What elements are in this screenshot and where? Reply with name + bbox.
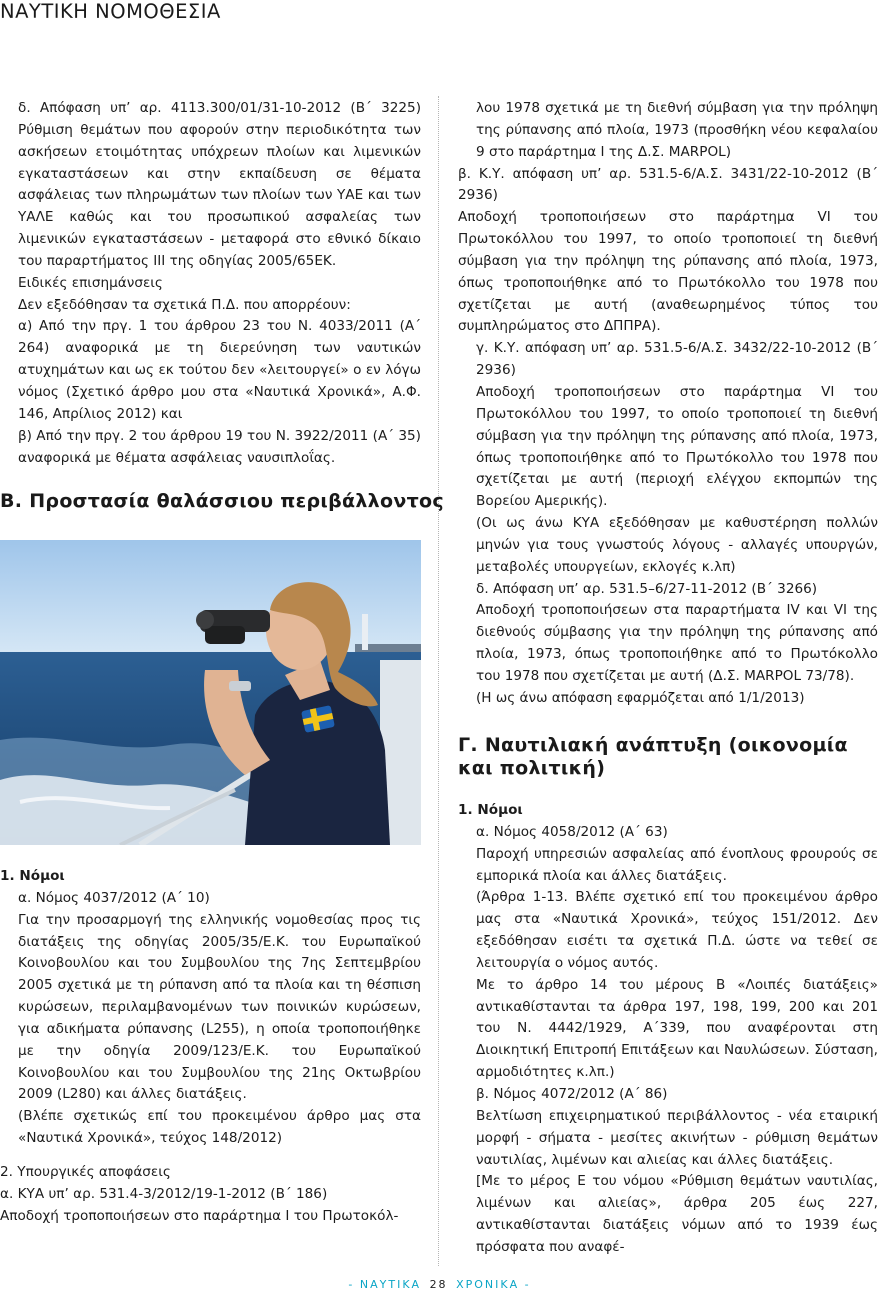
paragraph: Αποδοχή τροποποιήσεων στο παράρτημα Ι του Πρωτοκόλ- [0,1207,399,1224]
column-divider [438,96,439,1266]
page-number: 28 [429,1278,448,1291]
paragraph: (Βλέπε σχετικώς επί του προκειμένου άρθρο μας στα «Ναυτικά Χρονικά», τεύχος 148/2012) [18,1108,421,1147]
decision-title: α. ΚΥΑ υπ’ αρ. 531.4-3/2012/19-1-2012 (Β΄ 186) [0,1185,328,1202]
laws-heading: 1. Νόμοι [458,802,523,818]
paragraph: γ. Κ.Υ. απόφαση υπ’ αρ. 531.5-6/Α.Σ. 3432/22-10-2012 (Β΄ 2936) [476,340,878,379]
running-header: ΝΑΥΤΙΚΗ ΝΟΜΟΘΕΣΙΑ [0,0,221,23]
paragraph: λου 1978 σχετικά με τη διεθνή σύμβαση για την πρόληψη της ρύπανσης από πλοία, 1973 (προσθήκη νέου κεφαλαίου 9 στο παράρτημα Ι της Δ.Σ. MARPOL) [476,100,878,160]
right-column-top [458,98,878,710]
page-footer [0,1278,879,1291]
paragraph: (Οι ως άνω ΚΥΑ εξεδόθησαν με καθυστέρηση πολλών μηνών για τους γνωστούς λόγους - αλλαγές υπουργών, μεταβολές υπουργείων, εκλογές κ.λπ) [476,515,878,575]
section-b-heading: Β. Προστασία θαλάσσιου περιβάλλοντος [0,490,444,512]
paragraph: δ. Απόφαση υπ’ αρ. 4113.300/01/31-10-2012 (Β΄ 3225) Ρύθμιση θεμάτων που αφορούν στην περιοδικότητα των ασκήσεων ετοιμότητας υπόχρεων πλοίων και λιμενικών εγκαταστάσεων και στην εκπαίδευση σε θέματα ασφάλειας των πληρωμάτων των πλοίων των ΥΑΕ και των ΥΑΛΕ καθώς και του προσωπικού ασφαλείας των λιμενικών εγκαταστάσεων - μεταφορά στο εθνικό δίκαιο του παραρτήματος III της οδηγίας 2005/65ΕΚ. [18,100,421,269]
left-column-top [0,98,421,469]
paragraph: Αποδοχή τροποποιήσεων στα παραρτήματα IV και VI της διεθνούς σύμβασης για την πρόληψη της ρύπανσης από πλοία, 1973, όπως τροποποιήθηκε από το Πρωτόκολλο του 1978 που σχετίζεται με αυτή (Δ.Σ. MARPOL 73/78). [476,602,878,684]
footer-right: ΧΡΟΝΙΚΑ - [456,1278,531,1291]
paragraph: Δεν εξεδόθησαν τα σχετικά Π.Δ. που απορρέουν: [18,296,351,313]
paragraph: Με το άρθρο 14 του μέρους Β «Λοιπές διατάξεις» αντικαθίστανται τα άρθρα 197, 198, 199, 200 και 201 του Ν. 4442/1929, Α΄339, που αναφέρονται στη Διοικητική Επιτροπή Επιτάξεων και Ναυλώσεων. Σύσταση, αρμοδιότητες κ.λπ.) [476,976,878,1081]
woman-with-binoculars-on-ship-photo [0,540,421,845]
paragraph: Αποδοχή τροποποιήσεων στο παράρτημα VI του Πρωτοκόλλου του 1997, το οποίο τροποποιεί τη διεθνή σύμβαση για την πρόληψη της ρύπανσης από πλοία, 1973, όπως τροποποιήθηκε από το Πρωτόκολλο του 1978 που σχετίζεται με αυτή (αναθεωρημένος τύπος του συμπληρώματος στο ΔΠΠΡΑ). [458,209,878,335]
laws-heading: 1. Νόμοι [0,868,65,884]
paragraph: δ. Απόφαση υπ’ αρ. 531.5–6/27-11-2012 (Β΄ 3266) [476,580,818,597]
paragraph: (Η ως άνω απόφαση εφαρμόζεται από 1/1/2013) [476,689,805,706]
paragraph: Παροχή υπηρεσιών ασφαλείας από ένοπλους φρουρούς σε εμπορικά πλοία και άλλες διατάξεις. [476,845,878,884]
paragraph: Αποδοχή τροποποιήσεων στο παράρτημα VI του Πρωτοκόλλου του 1997, το οποίο τροποποιεί τη διεθνή σύμβαση για την πρόληψη της ρύπανσης από πλοία, 1973, όπως τροποποιήθηκε από το Πρωτόκολλο του 1978 που σχετίζεται με αυτή (περιοχή ελέγχου εκπομπών της Βορείου Αμερικής). [476,383,878,510]
law-title: α. Νόμος 4058/2012 (Α΄ 63) [476,823,668,840]
law-title: β. Νόμος 4072/2012 (Α΄ 86) [476,1085,668,1102]
paragraph: Για την προσαρμογή της ελληνικής νομοθεσίας προς τις διατάξεις της οδηγίας 2005/35/Ε.Κ. του Ευρωπαϊκού Κοινοβουλίου και του Συμβουλίου της 7ης Σεπτεμβρίου 2005 σχετικά με τη ρύπανση από τα πλοία και τη θέσπιση κυρώσεων, περιλαμβανομένων των ποινικών κυρώσεων, για αδικήματα ρύπανσης (L255), η οποία τροποποιήθηκε με την οδηγία 2009/123/Ε.Κ. του Ευρωπαϊκού Κοινοβουλίου και του Συμβουλίου της 21ης Οκτωβρίου 2009 (L280) και άλλες διατάξεις. [18,911,421,1103]
paragraph: α) Από την πργ. 1 του άρθρου 23 του Ν. 4033/2011 (Α΄ 264) αναφορικά με τη διερεύνηση των ναυτικών ατυχημάτων και ως εκ τούτου δεν «λειτουργεί» ο εν λόγω νόμος (Σχετικό άρθρο μου στα «Ναυτικά Χρονικά», Α.Φ. 146, Απρίλιος 2012) και [18,318,421,422]
right-column-bottom [458,800,878,1259]
section-g-heading: Γ. Ναυτιλιακή ανάπτυξη (οικονομία και πολιτική) [458,734,848,779]
paragraph: [Με το μέρος Ε του νόμου «Ρύθμιση θεμάτων ναυτιλίας, λιμένων και αλιείας», άρθρα 205 έως 227, αντικαθίστανται διατάξεις νόμων από το 1939 έως πρόσφατα που αναφέ- [476,1173,878,1255]
law-title: α. Νόμος 4037/2012 (Α΄ 10) [18,889,210,906]
paragraph: β) Από την πργ. 2 του άρθρου 19 του Ν. 3922/2011 (Α΄ 35) αναφορικά με θέματα ασφάλειας ναυσιπλοΐας. [18,427,421,466]
paragraph: Ειδικές επισημάνσεις [18,274,163,291]
paragraph: Βελτίωση επιχειρηματικού περιβάλλοντος - νέα εταιρική μορφή - σήματα - μεσίτες ακινήτων - ρύθμιση θεμάτων ναυτιλίας, λιμένων και αλιείας και άλλες διατάξεις. [476,1107,878,1168]
left-column-bottom [0,866,421,1228]
decisions-heading: 2. Υπουργικές αποφάσεις [0,1163,171,1180]
footer-left: - ΝΑΥΤΙΚΑ [348,1278,422,1291]
paragraph: (Άρθρα 1-13. Βλέπε σχετικό επί του προκειμένου άρθρο μας στα «Ναυτικά Χρονικά», τεύχος 151/2012. Δεν εξεδόθησαν εισέτι τα σχετικά Π.Δ. ώστε να τεθεί σε λειτουργία ο νόμος αυτός. [476,889,878,971]
paragraph: β. Κ.Υ. απόφαση υπ’ αρ. 531.5-6/Α.Σ. 3431/22-10-2012 (Β΄ 2936) [458,165,878,204]
